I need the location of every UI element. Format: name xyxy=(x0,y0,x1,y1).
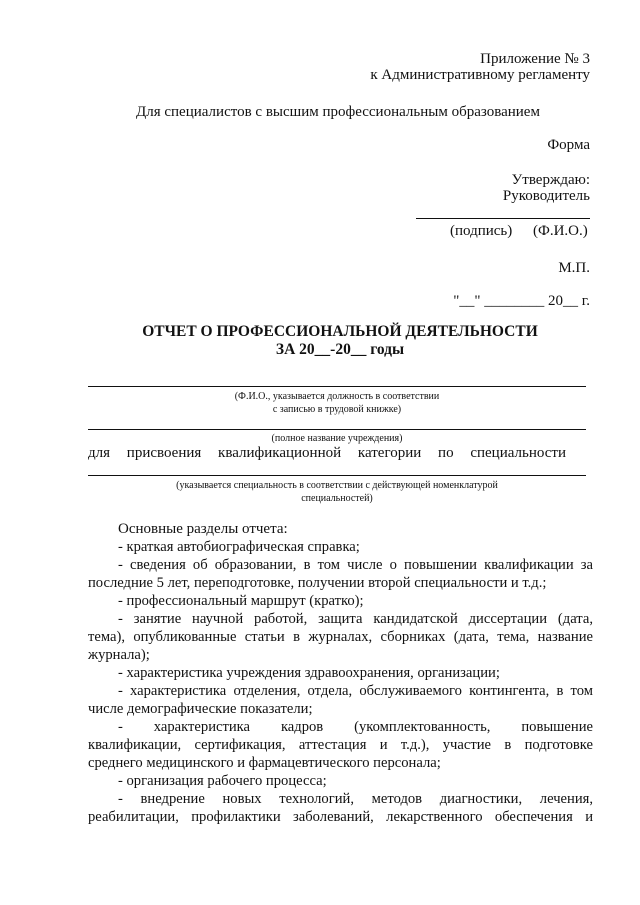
section-item: - организация рабочего процесса; xyxy=(118,773,327,789)
section-item: числе демографические показатели; xyxy=(88,701,313,717)
report-period: ЗА 20__-20__ годы xyxy=(275,341,405,358)
approval-date: "__" ________ 20__ г. xyxy=(453,293,590,309)
section-item: реабилитации, профилактики заболеваний, лекарственного обеспечения и xyxy=(88,809,593,825)
section-item: тема), опубликованные статьи в журналах, сборниках (дата, тема, название xyxy=(88,629,593,645)
section-item: квалификации, сертификация, аттестация и т.д.), участие в подготовке xyxy=(88,737,593,753)
section-item: среднего медицинского и фармацевтического персонала; xyxy=(88,755,441,771)
section-item: - характеристика отделения, отдела, обслуживаемого контингента, в том xyxy=(118,683,593,699)
regulation-reference: к Административному регламенту xyxy=(370,67,590,83)
fio-line xyxy=(88,386,586,387)
section-item: последние 5 лет, переподготовке, получении второй специальности и т.д.; xyxy=(88,575,547,591)
signature-caption: (подпись) xyxy=(450,223,513,239)
purpose-line: для присвоения квалификационной категории по специальности xyxy=(88,445,566,461)
specialty-hint-2: специальностей) xyxy=(301,493,373,504)
section-item: - характеристика учреждения здравоохранения, организации; xyxy=(118,665,500,681)
section-item: - занятие научной работой, защита кандидатской диссертации (дата, xyxy=(118,611,593,627)
institution-hint: (полное название учреждения) xyxy=(271,433,403,444)
section-item: - внедрение новых технологий, методов диагностики, лечения, xyxy=(118,791,593,807)
seal-label: М.П. xyxy=(558,260,590,276)
section-item: - профессиональный маршрут (кратко); xyxy=(118,593,364,609)
audience-line: Для специалистов с высшим профессиональным образованием xyxy=(136,104,540,120)
section-item: - характеристика кадров (укомплектованность, повышение xyxy=(118,719,593,735)
section-item: - краткая автобиографическая справка; xyxy=(118,539,360,555)
section-item: журнала); xyxy=(88,647,150,663)
institution-line xyxy=(88,429,586,430)
form-label: Форма xyxy=(547,137,590,153)
fio-caption: (Ф.И.О.) xyxy=(533,223,588,239)
signature-line xyxy=(416,218,590,219)
fio-hint-1: (Ф.И.О., указывается должность в соответствии xyxy=(234,391,440,402)
head-label: Руководитель xyxy=(502,188,590,204)
appendix-number: Приложение № 3 xyxy=(480,51,590,67)
sections-heading: Основные разделы отчета: xyxy=(118,521,288,537)
approve-label: Утверждаю: xyxy=(511,172,590,188)
section-item: - сведения об образовании, в том числе о повышении квалификации за xyxy=(118,557,593,573)
specialty-hint-1: (указывается специальность в соответствии с действующей номенклатурой xyxy=(176,480,498,491)
report-title: ОТЧЕТ О ПРОФЕССИОНАЛЬНОЙ ДЕЯТЕЛЬНОСТИ xyxy=(142,323,538,340)
fio-hint-2: с записью в трудовой книжке) xyxy=(272,404,402,415)
specialty-line xyxy=(88,475,586,476)
